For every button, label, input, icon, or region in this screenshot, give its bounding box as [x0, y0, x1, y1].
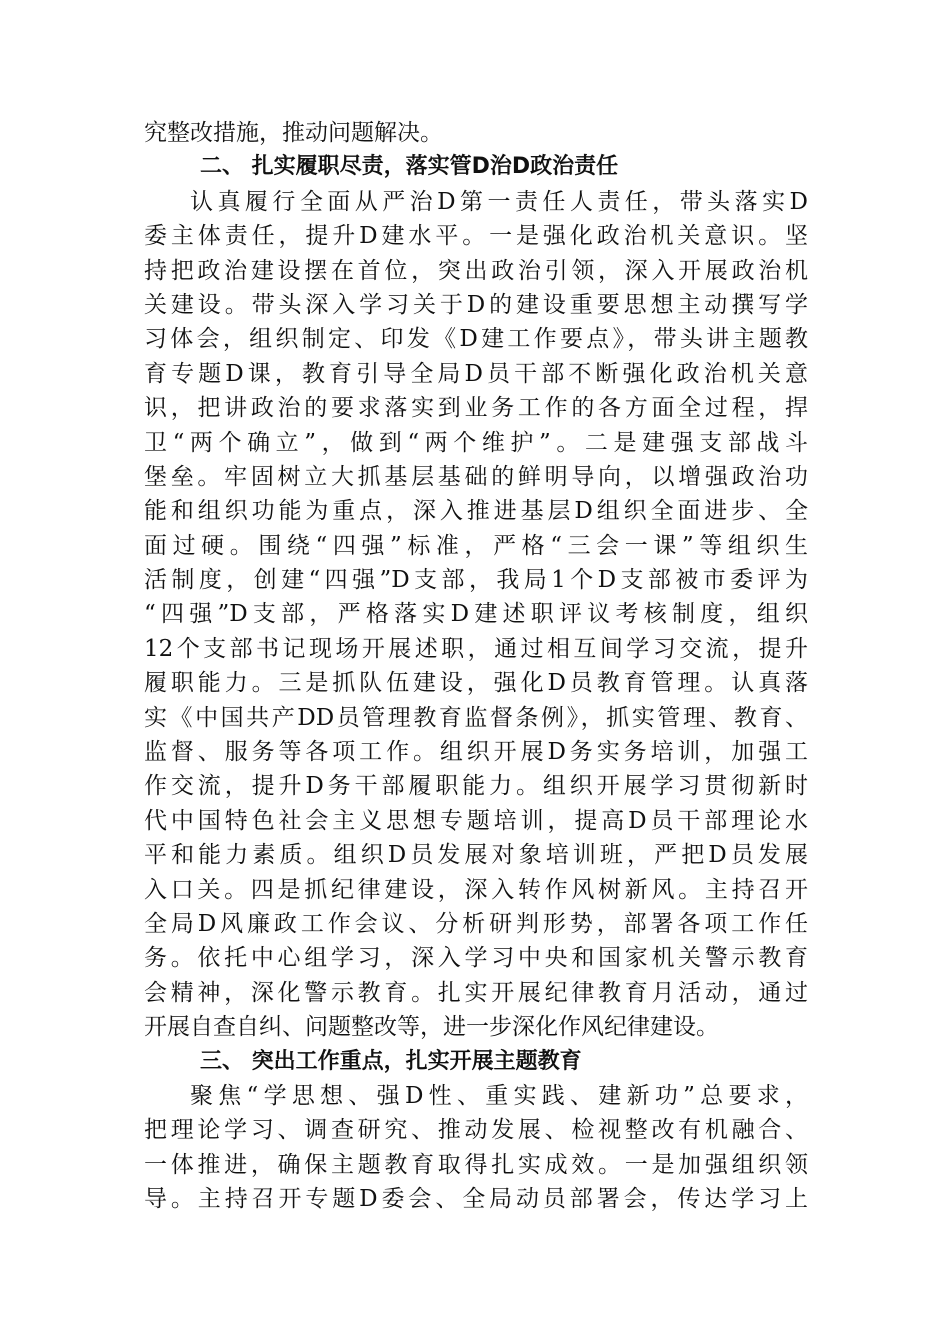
paragraph-line: 监督、服务等各项工作。组织开展D务实务培训，加强工	[144, 739, 808, 766]
paragraph-line: 持把政治建设摆在首位，突出政治引领，深入开展政治机	[144, 257, 808, 284]
paragraph-line: 聚焦“学思想、强D性、重实践、建新功”总要求，	[190, 1082, 808, 1109]
paragraph-line: 全局D风廉政工作会议、分析研判形势，部署各项工作任	[144, 910, 808, 937]
paragraph-line: 把理论学习、调查研究、推动发展、检视整改有机融合、	[144, 1117, 808, 1144]
paragraph-line: 能和组织功能为重点，深入推进基层D组织全面进步、全	[144, 498, 808, 525]
paragraph-line: “四强”D支部，严格落实D建述职评议考核制度，组织	[144, 601, 808, 628]
paragraph-line: 12个支部书记现场开展述职，通过相互间学习交流，提升	[144, 635, 808, 662]
paragraph-line: 育专题D课，教育引导全局D员干部不断强化政治机关意	[144, 360, 808, 387]
section-heading-3: 三、 突出工作重点，扎实开展主题教育	[200, 1048, 582, 1074]
paragraph-line: 堡垒。牢固树立大抓基层基础的鲜明导向，以增强政治功	[144, 463, 808, 490]
paragraph-line: 识，把讲政治的要求落实到业务工作的各方面全过程，捍	[144, 395, 808, 422]
paragraph-line: 究整改措施，推动问题解决。	[144, 120, 443, 146]
document-body	[144, 116, 808, 1217]
paragraph-line: 会精神，深化警示教育。扎实开展纪律教育月活动，通过	[144, 979, 808, 1006]
paragraph-line: 面过硬。围绕“四强”标准，严格“三会一课”等组织生	[144, 532, 808, 559]
paragraph-line: 一体推进，确保主题教育取得扎实成效。一是加强组织领	[144, 1151, 808, 1178]
paragraph-line: 务。依托中心组学习，深入学习中央和国家机关警示教育	[144, 945, 808, 972]
section-heading-2: 二、 扎实履职尽责，落实管D治D政治责任	[200, 154, 619, 180]
paragraph-line: 委主体责任，提升D建水平。一是强化政治机关意识。坚	[144, 223, 808, 250]
paragraph-line: 作交流，提升D务干部履职能力。组织开展学习贯彻新时	[144, 773, 808, 800]
paragraph-line: 代中国特色社会主义思想专题培训，提高D员干部理论水	[144, 807, 808, 834]
paragraph-line: 实《中国共产DD员管理教育监督条例》，抓实管理、教育、	[144, 704, 808, 731]
paragraph-line: 活制度，创建“四强”D支部，我局1个D支部被市委评为	[144, 567, 808, 594]
paragraph-line: 开展自查自纠、问题整改等，进一步深化作风纪律建设。	[144, 1014, 719, 1041]
paragraph-line: 平和能力素质。组织D员发展对象培训班，严把D员发展	[144, 842, 808, 869]
paragraph-line: 导。主持召开专题D委会、全局动员部署会，传达学习上	[144, 1186, 808, 1213]
paragraph-line: 认真履行全面从严治D第一责任人责任，带头落实D	[190, 188, 808, 215]
paragraph-line: 卫“两个确立”，做到“两个维护”。二是建强支部战斗	[144, 429, 808, 456]
paragraph-line: 习体会，组织制定、印发《D建工作要点》，带头讲主题教	[144, 326, 808, 353]
paragraph-line: 履职能力。三是抓队伍建设，强化D员教育管理。认真落	[144, 670, 808, 697]
paragraph-line: 入口关。四是抓纪律建设，深入转作风树新风。主持召开	[144, 876, 808, 903]
paragraph-line: 关建设。带头深入学习关于D的建设重要思想主动撰写学	[144, 291, 808, 318]
